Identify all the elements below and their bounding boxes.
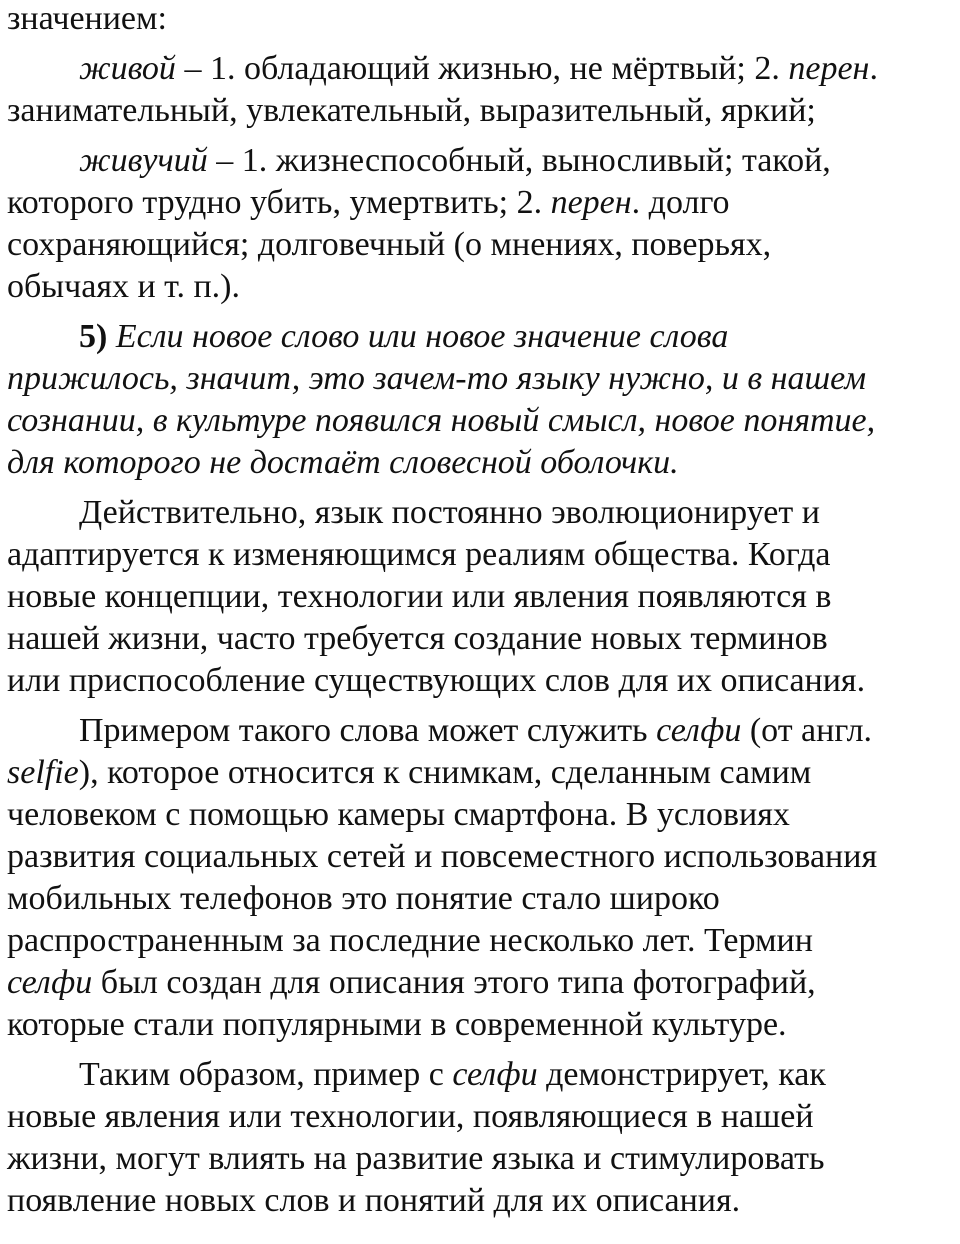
text-line: новые концепции, технологии или явления появляются в	[7, 578, 832, 615]
text-line: Действительно, язык постоянно эволюционирует и	[79, 494, 820, 531]
text-line: значением:	[7, 0, 167, 37]
intro-line	[7, 0, 947, 40]
paragraph-selfie-example	[7, 710, 947, 1046]
text-line: человеком с помощью камеры смартфона. В условиях	[7, 796, 790, 833]
text-line: Примером такого слова может служить селфи (от англ.	[79, 712, 873, 749]
abbreviation: перен	[788, 50, 870, 87]
definition-zhivuchiy	[7, 140, 947, 308]
text-line: сохраняющийся; долговечный (о мнениях, поверьях,	[7, 226, 772, 263]
text-line: которые стали популярными в современной культуре.	[7, 1006, 787, 1043]
text-line: жизни, могут влиять на развитие языка и стимулировать	[7, 1140, 825, 1177]
text-line: нашей жизни, часто требуется создание новых терминов	[7, 620, 828, 657]
headword: живучий	[79, 142, 208, 179]
text-line: занимательный, увлекательный, выразительный, яркий;	[7, 92, 816, 129]
text-line: появление новых слов и понятий для их описания.	[7, 1182, 741, 1219]
text-line: для которого не достаёт словесной оболочки.	[7, 444, 679, 481]
document-page	[7, 0, 947, 1222]
paragraph-conclusion	[7, 1054, 947, 1222]
text-line: или приспособление существующих слов для их описания.	[7, 662, 866, 699]
term-selfie-english: selfie	[7, 754, 79, 791]
abbreviation: перен	[550, 184, 632, 221]
headword: живой	[79, 50, 176, 87]
text-line: которого трудно убить, умертвить; 2. перен. долго	[7, 184, 730, 221]
definition-zhivoy	[7, 48, 947, 132]
text-line: обычаях и т. п.).	[7, 268, 240, 305]
text-line: адаптируется к изменяющимся реалиям общества. Когда	[7, 536, 831, 573]
paragraph-language-evolution	[7, 492, 947, 702]
task-5-quote	[7, 316, 947, 484]
text-line: прижилось, значит, это зачем-то языку нужно, и в нашем	[7, 360, 867, 397]
term-selfie: селфи	[656, 712, 742, 749]
text-line: развития социальных сетей и повсеместного использования	[7, 838, 878, 875]
term-selfie: селфи	[452, 1056, 538, 1093]
text-line: Таким образом, пример с селфи демонстрирует, как	[79, 1056, 826, 1093]
text-line: сознании, в культуре появился новый смысл, новое понятие,	[7, 402, 876, 439]
text-line: 5) Если новое слово или новое значение слова	[79, 318, 729, 355]
text-line: selfie), которое относится к снимкам, сделанным самим	[7, 754, 812, 791]
term-selfie: селфи	[7, 964, 93, 1001]
task-number: 5)	[79, 318, 108, 355]
text-line: живучий – 1. жизнеспособный, выносливый; такой,	[79, 142, 831, 179]
text-line: распространенным за последние несколько лет. Термин	[7, 922, 813, 959]
text-line: селфи был создан для описания этого типа фотографий,	[7, 964, 816, 1001]
text-line: мобильных телефонов это понятие стало широко	[7, 880, 720, 917]
text-line: живой – 1. обладающий жизнью, не мёртвый; 2. перен.	[79, 50, 878, 87]
text-line: новые явления или технологии, появляющиеся в нашей	[7, 1098, 814, 1135]
